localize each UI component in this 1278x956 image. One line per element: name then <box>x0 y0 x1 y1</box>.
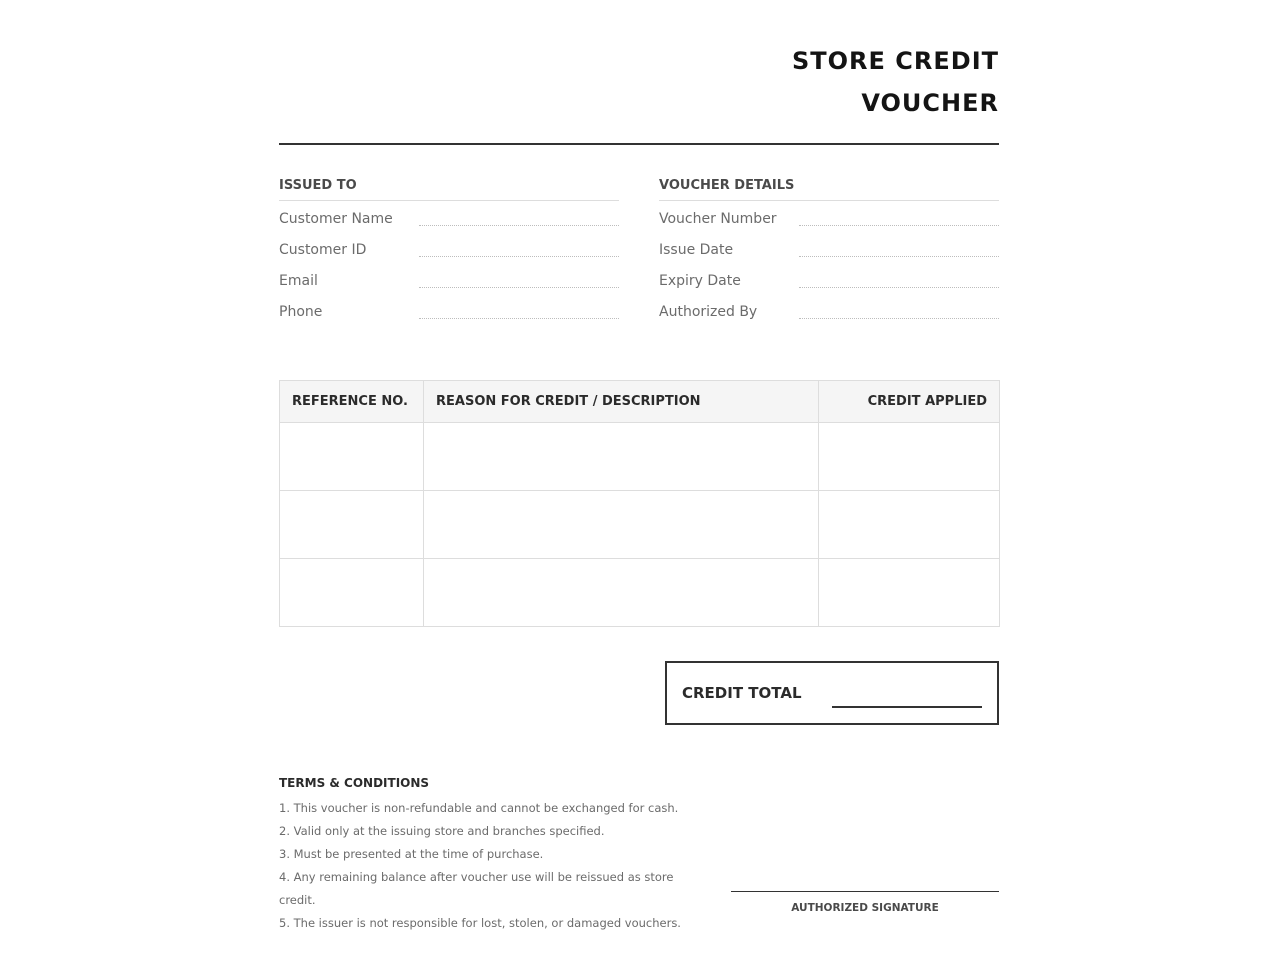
column-header-reference: REFERENCE NO. <box>280 381 424 423</box>
customer-id-field[interactable] <box>419 256 619 257</box>
credit-applied-cell[interactable] <box>819 559 1000 627</box>
phone-field[interactable] <box>419 318 619 319</box>
signature-line[interactable] <box>731 891 999 892</box>
list-item: 3. Must be presented at the time of purchase. <box>279 847 544 861</box>
document-title <box>599 40 999 124</box>
credit-total-field[interactable] <box>832 706 982 708</box>
credit-total-label: CREDIT TOTAL <box>682 684 802 702</box>
authorized-by-field[interactable] <box>799 318 999 319</box>
customer-name-row <box>279 201 619 232</box>
terms-list <box>279 797 709 935</box>
voucher-details-section <box>659 177 999 325</box>
email-label: Email <box>279 273 318 289</box>
credit-applied-cell[interactable] <box>819 423 1000 491</box>
terms-section <box>279 774 709 935</box>
table-row <box>280 491 1000 559</box>
authorized-by-row <box>659 294 999 325</box>
list-item: 5. The issuer is not responsible for lost, stolen, or damaged vouchers. <box>279 916 681 930</box>
voucher-number-field[interactable] <box>799 225 999 226</box>
credit-table <box>279 380 1000 627</box>
title-line-1: STORE CREDIT <box>792 47 999 75</box>
customer-name-label: Customer Name <box>279 211 393 227</box>
issued-to-section <box>279 177 619 325</box>
expiry-date-row <box>659 263 999 294</box>
title-divider <box>279 143 999 145</box>
phone-label: Phone <box>279 304 323 320</box>
issue-date-label: Issue Date <box>659 242 734 258</box>
voucher-page <box>279 0 999 956</box>
issue-date-row <box>659 232 999 263</box>
table-row <box>280 423 1000 491</box>
voucher-number-label: Voucher Number <box>659 211 777 227</box>
voucher-details-heading: VOUCHER DETAILS <box>659 177 999 201</box>
reference-cell[interactable] <box>280 559 424 627</box>
list-item: 4. Any remaining balance after voucher use will be reissued as store credit. <box>279 870 674 907</box>
email-row <box>279 263 619 294</box>
issue-date-field[interactable] <box>799 256 999 257</box>
terms-heading: TERMS & CONDITIONS <box>279 776 430 790</box>
title-line-2: VOUCHER <box>861 89 999 117</box>
reason-cell[interactable] <box>424 491 819 559</box>
reason-cell[interactable] <box>424 423 819 491</box>
reference-cell[interactable] <box>280 423 424 491</box>
expiry-date-label: Expiry Date <box>659 273 741 289</box>
voucher-number-row <box>659 201 999 232</box>
phone-row <box>279 294 619 325</box>
reference-cell[interactable] <box>280 491 424 559</box>
table-row <box>280 559 1000 627</box>
customer-name-field[interactable] <box>419 225 619 226</box>
list-item: 1. This voucher is non-refundable and cannot be exchanged for cash. <box>279 801 679 815</box>
credit-total-box <box>665 661 999 725</box>
list-item: 2. Valid only at the issuing store and branches specified. <box>279 824 605 838</box>
email-field[interactable] <box>419 287 619 288</box>
authorized-by-label: Authorized By <box>659 304 758 320</box>
reason-cell[interactable] <box>424 559 819 627</box>
credit-applied-cell[interactable] <box>819 491 1000 559</box>
expiry-date-field[interactable] <box>799 287 999 288</box>
issued-to-heading: ISSUED TO <box>279 177 619 201</box>
signature-label: AUTHORIZED SIGNATURE <box>791 902 939 914</box>
column-header-credit-applied: CREDIT APPLIED <box>819 381 1000 423</box>
customer-id-row <box>279 232 619 263</box>
table-header-row <box>280 381 1000 423</box>
column-header-reason: REASON FOR CREDIT / DESCRIPTION <box>424 381 819 423</box>
customer-id-label: Customer ID <box>279 242 367 258</box>
